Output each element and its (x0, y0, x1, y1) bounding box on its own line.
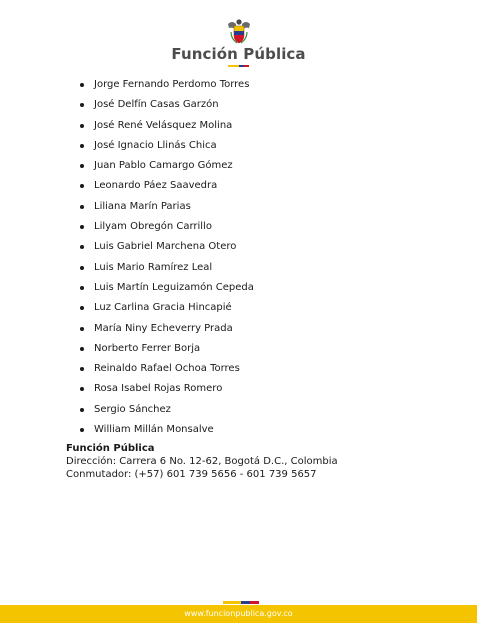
contact-block (66, 442, 338, 481)
bullet-icon (80, 164, 84, 168)
footer-url-link[interactable]: www.funcionpublica.gov.co (184, 609, 293, 618)
contact-org: Función Pública (66, 443, 155, 454)
list-item: Reinaldo Rafael Ochoa Torres (78, 362, 254, 382)
bullet-icon (80, 367, 84, 371)
flag-stripe (228, 65, 249, 67)
list-item: Luis Martín Leguizamón Cepeda (78, 281, 254, 301)
bullet-icon (80, 184, 84, 188)
bullet-icon (80, 327, 84, 331)
bullet-icon (80, 225, 84, 229)
bullet-icon (80, 387, 84, 391)
bullet-icon (80, 266, 84, 270)
bullet-icon (80, 286, 84, 290)
list-item: Lilyam Obregón Carrillo (78, 220, 254, 240)
bullet-icon (80, 83, 84, 87)
list-item: José Delfín Casas Garzón (78, 98, 254, 118)
list-item: Sergio Sánchez (78, 403, 254, 423)
page-header (0, 18, 477, 67)
list-item: Luis Gabriel Marchena Otero (78, 240, 254, 260)
bullet-icon (80, 205, 84, 209)
bullet-icon (80, 347, 84, 351)
list-item: María Niny Echeverry Prada (78, 322, 254, 342)
list-item: Juan Pablo Camargo Gómez (78, 159, 254, 179)
list-item: José Ignacio Llinás Chica (78, 139, 254, 159)
bullet-icon (80, 103, 84, 107)
bullet-icon (80, 124, 84, 128)
bullet-icon (80, 408, 84, 412)
list-item: Norberto Ferrer Borja (78, 342, 254, 362)
list-item: Luis Mario Ramírez Leal (78, 261, 254, 281)
bullet-icon (80, 245, 84, 249)
bullet-icon (80, 306, 84, 310)
list-item: José René Velásquez Molina (78, 119, 254, 139)
list-item: Luz Carlina Gracia Hincapié (78, 301, 254, 321)
names-list (78, 78, 254, 443)
list-item: Rosa Isabel Rojas Romero (78, 382, 254, 402)
brand-title: Función Pública (171, 45, 306, 63)
footer-flag-stripe (223, 601, 259, 604)
list-item: Leonardo Páez Saavedra (78, 179, 254, 199)
list-item: William Millán Monsalve (78, 423, 254, 443)
bullet-icon (80, 428, 84, 432)
contact-phone: Conmutador: (+57) 601 739 5656 - 601 739 5657 (66, 469, 317, 480)
list-item: Jorge Fernando Perdomo Torres (78, 78, 254, 98)
coat-of-arms-icon (226, 18, 252, 45)
page-footer (0, 605, 477, 623)
list-item: Liliana Marín Parias (78, 200, 254, 220)
bullet-icon (80, 144, 84, 148)
contact-address: Dirección: Carrera 6 No. 12-62, Bogotá D.C., Colombia (66, 456, 338, 467)
